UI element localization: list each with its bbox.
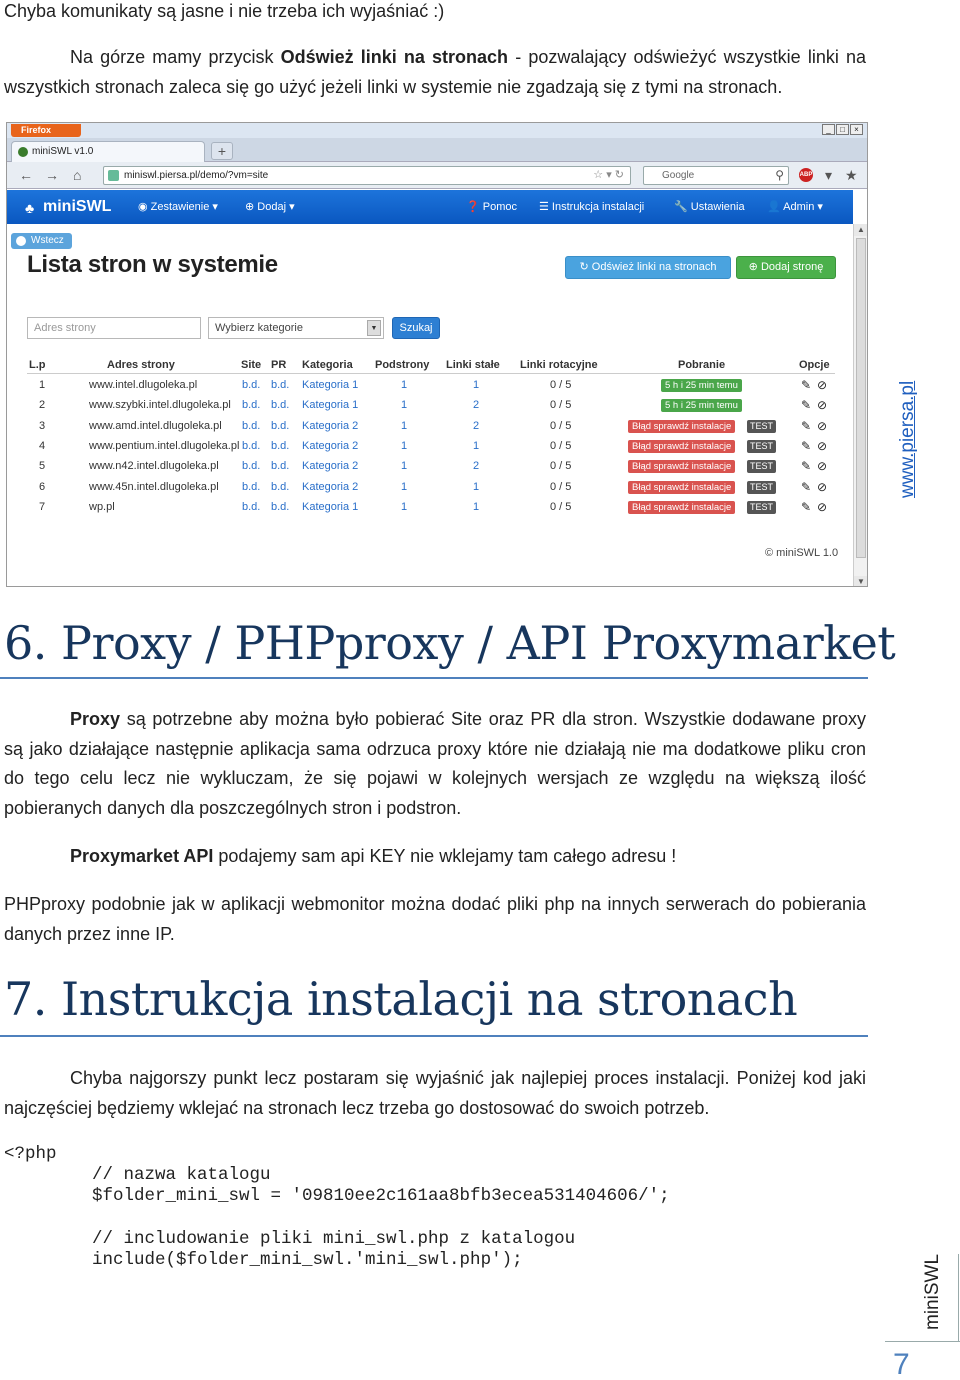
row-lp: 1 (39, 379, 46, 391)
row-kat[interactable]: Kategoria 1 (302, 379, 359, 391)
row-podstrony[interactable]: 1 (401, 480, 408, 493)
app-content (7, 224, 853, 587)
heading-rule (0, 677, 868, 679)
row-lp: 5 (39, 460, 46, 473)
browser-search-box[interactable]: Google ⚲ (643, 166, 789, 185)
bookmark-star-icon[interactable]: ☆ ▾ ↻ (593, 169, 624, 181)
edit-icon[interactable]: ✎ (801, 479, 812, 494)
row-kat[interactable]: Kategoria 1 (302, 399, 359, 412)
col-adres: Adres strony (107, 359, 175, 371)
row-pr[interactable]: b.d. (271, 500, 290, 513)
test-button[interactable]: TEST (747, 501, 776, 514)
row-adres: www.intel.dlugoleka.pl (89, 379, 198, 391)
chevron-down-icon: ▼ (367, 320, 381, 336)
bookmarks-icon[interactable]: ★ (845, 167, 858, 183)
download-status-badge: 5 h i 25 min temu (661, 399, 742, 412)
row-linki-rotacyjne: 0 / 5 (550, 399, 572, 412)
table-row (7, 456, 853, 476)
edit-icon[interactable]: ✎ (801, 459, 812, 474)
col-opcje: Opcje (799, 359, 830, 371)
section-7-heading: 7. Instrukcja instalacji na stronach (4, 972, 798, 1026)
delete-icon[interactable]: ⊘ (817, 398, 828, 413)
row-kat[interactable]: Kategoria 2 (302, 439, 359, 452)
row-linki-stale[interactable]: 1 (473, 480, 480, 493)
window-controls (822, 124, 863, 135)
firefox-menu-button[interactable]: Firefox (11, 124, 81, 137)
refresh-link-name: Odśwież linki na stronach (280, 47, 509, 67)
row-linki-rotacyjne: 0 / 5 (550, 460, 572, 473)
row-adres: www.amd.intel.dlugoleka.pl (89, 419, 222, 432)
test-button[interactable]: TEST (747, 420, 776, 433)
delete-icon[interactable]: ⊘ (817, 459, 828, 474)
row-kat[interactable]: Kategoria 2 (302, 460, 359, 473)
row-lp: 6 (39, 480, 46, 493)
nav-pomoc[interactable]: ❓ Pomoc (466, 201, 518, 213)
code-line: include($folder_mini_swl.'mini_swl.php'); (92, 1250, 523, 1270)
category-select[interactable]: Wybierz kategorie ▼ (208, 317, 384, 339)
phpproxy-paragraph: PHPproxy podobnie jak w aplikacji webmonitor można dodać pliki php na innych serwerach do pobierania danych przez inne IP. (4, 894, 866, 944)
row-linki-rotacyjne: 0 / 5 (550, 379, 572, 391)
menu-icon[interactable]: ▾ (825, 167, 833, 183)
download-status-badge: Błąd sprawdź instalacje (628, 481, 735, 494)
row-podstrony[interactable]: 1 (401, 419, 408, 432)
row-kat[interactable]: Kategoria 2 (302, 419, 359, 432)
browser-toolbar (7, 162, 867, 189)
new-tab-icon[interactable]: + (211, 142, 233, 160)
proxy-paragraph: Proxy są potrzebne aby można było pobierać Site oraz PR dla stron. Wszystkie dodawane proxy są jako działające następnie aplikacja sama odrzuca proxy które nie działają nie ma dodatkowe pliku cron do tego celu lecz nie wykluczam, że się pojawi w kolejnych wersjach ze względu na większą ilość pobieranych danych dla poszczególnych stron i podstron. (4, 709, 866, 818)
scroll-down-icon[interactable]: ▼ (854, 576, 868, 587)
table-row (7, 497, 853, 517)
row-site[interactable]: b.d. (242, 460, 261, 473)
row-pr[interactable]: b.d. (271, 480, 290, 493)
row-linki-stale[interactable]: 2 (473, 399, 480, 412)
row-pr[interactable]: b.d. (271, 460, 290, 473)
page-number: 7 (893, 1348, 910, 1380)
download-status-badge: Błąd sprawdź instalacje (628, 460, 735, 473)
row-linki-stale[interactable]: 1 (473, 379, 480, 391)
edit-icon[interactable]: ✎ (801, 418, 812, 433)
scrollbar[interactable] (853, 224, 868, 587)
download-status-badge: Błąd sprawdź instalacje (628, 420, 735, 433)
scrollbar-thumb[interactable] (856, 238, 866, 558)
table-row (7, 395, 853, 415)
row-linki-rotacyjne: 0 / 5 (550, 480, 572, 493)
side-brand: miniSWL (922, 1253, 943, 1330)
row-linki-stale[interactable]: 2 (473, 419, 480, 432)
test-button[interactable]: TEST (747, 481, 776, 494)
url-bar[interactable]: miniswl.piersa.pl/demo/?vm=site ☆ ▾ ↻ (103, 166, 631, 185)
forward-arrow-icon[interactable]: → (45, 167, 59, 183)
code-line: // includowanie pliki mini_swl.php z katalogou (92, 1229, 576, 1249)
table-header-divider (27, 373, 835, 374)
edit-icon[interactable]: ✎ (801, 398, 812, 413)
col-site: Site (241, 359, 262, 371)
row-pr[interactable]: b.d. (271, 379, 290, 391)
delete-icon[interactable]: ⊘ (817, 378, 828, 392)
row-site[interactable]: b.d. (242, 419, 261, 432)
page-title: Lista stron w systemie (27, 251, 278, 278)
table-row (7, 436, 853, 456)
table-row (7, 416, 853, 436)
test-button[interactable]: TEST (747, 440, 776, 453)
delete-icon[interactable]: ⊘ (817, 479, 828, 494)
col-linki-rotacyjne: Linki rotacyjne (520, 359, 598, 371)
footer-divider-horizontal (885, 1341, 960, 1342)
nav-zestawienie[interactable]: ◉ Zestawienie ▾ (138, 201, 218, 213)
download-status-badge: Błąd sprawdź instalacje (628, 501, 735, 514)
row-site[interactable]: b.d. (242, 480, 261, 493)
search-icon[interactable]: ⚲ (775, 168, 784, 182)
browser-tab[interactable]: miniSWL v1.0 (11, 141, 205, 162)
col-linki-stale: Linki stałe (446, 359, 500, 371)
row-lp: 2 (39, 399, 46, 412)
code-line: $folder_mini_swl = '09810ee2c161aa8bfb3ecea531404606/'; (92, 1186, 670, 1206)
app-footer: © miniSWL 1.0 (765, 547, 839, 559)
row-linki-stale[interactable]: 1 (473, 439, 480, 452)
nav-ustawienia[interactable]: 🔧 Ustawienia (674, 201, 745, 213)
minimize-icon[interactable]: _ (822, 124, 835, 135)
row-linki-rotacyjne: 0 / 5 (550, 500, 572, 513)
side-website-link[interactable]: www.piersa.pl (897, 380, 918, 498)
row-pr[interactable]: b.d. (271, 419, 290, 432)
delete-icon[interactable]: ⊘ (817, 438, 828, 453)
row-kat[interactable]: Kategoria 2 (302, 480, 359, 493)
heading-rule (0, 1035, 868, 1037)
col-podstrony: Podstrony (375, 359, 430, 371)
search-button[interactable]: Szukaj (392, 317, 440, 339)
test-button[interactable]: TEST (747, 460, 776, 473)
refresh-links-button[interactable]: ↻ Odśwież linki na stronach (565, 256, 731, 279)
col-kategoria: Kategoria (302, 359, 353, 371)
row-site[interactable]: b.d. (242, 439, 261, 452)
nav-instrukcja[interactable]: ☰ Instrukcja instalacji (539, 201, 645, 213)
row-pr[interactable]: b.d. (271, 399, 290, 412)
app-navbar (7, 190, 853, 224)
download-status-badge: Błąd sprawdź instalacje (628, 440, 735, 453)
app-brand[interactable]: ♣ miniSWL (25, 198, 112, 216)
row-site[interactable]: b.d. (242, 500, 261, 513)
adblock-icon[interactable]: ABP (799, 168, 813, 182)
row-podstrony[interactable]: 1 (401, 439, 408, 452)
row-adres: www.pentium.intel.dlugoleka.pl (89, 439, 240, 452)
add-site-button[interactable]: ⊕ Dodaj stronę (736, 256, 836, 279)
maximize-icon[interactable]: □ (836, 124, 849, 135)
delete-icon[interactable]: ⊘ (817, 418, 828, 433)
site-identity-icon (108, 170, 119, 181)
row-linki-stale[interactable]: 2 (473, 460, 480, 473)
back-button[interactable]: Wstecz (11, 233, 72, 249)
intro-paragraph: Na górze mamy przycisk Odśwież linki na stronach - pozwalający odświeżyć wszystkie linki na wszystkich stronach zaleca się go użyć jeżeli linki w systemie nie zgadzają się z tymi na stronach. (4, 47, 866, 97)
code-line: <?php (4, 1144, 57, 1164)
firefox-titlebar (7, 123, 867, 138)
edit-icon[interactable]: ✎ (801, 378, 812, 392)
site-address-input[interactable]: Adres strony (27, 317, 201, 339)
footer-divider-vertical (958, 1254, 959, 1342)
table-row (7, 477, 853, 497)
favicon-icon (18, 147, 28, 157)
code-line: // nazwa katalogu (92, 1165, 271, 1185)
row-podstrony[interactable]: 1 (401, 399, 408, 412)
install-paragraph: Chyba najgorszy punkt lecz postaram się wyjaśnić jak najlepiej proces instalacji. Poniżej kod jaki najczęściej będziemy wklejać na stronach lecz trzeba go dostosować do swoich potrzeb. (4, 1068, 866, 1118)
edit-icon[interactable]: ✎ (801, 499, 812, 514)
row-adres: www.n42.intel.dlugoleka.pl (89, 460, 219, 473)
back-arrow-icon[interactable]: ← (19, 167, 33, 183)
home-icon[interactable]: ⌂ (73, 167, 82, 183)
col-pr: PR (271, 359, 287, 371)
download-status-badge: 5 h i 25 min temu (661, 379, 742, 392)
app-screenshot (6, 122, 868, 587)
table-row (7, 375, 853, 395)
tab-bar (7, 138, 867, 162)
row-linki-stale[interactable]: 1 (473, 500, 480, 513)
row-podstrony[interactable]: 1 (401, 460, 408, 473)
row-adres: www.szybki.intel.dlugoleka.pl (89, 399, 231, 412)
row-lp: 4 (39, 439, 46, 452)
row-adres: www.45n.intel.dlugoleka.pl (89, 480, 219, 493)
nav-dodaj[interactable]: ⊕ Dodaj ▾ (245, 201, 295, 213)
row-site[interactable]: b.d. (242, 379, 261, 391)
row-linki-rotacyjne: 0 / 5 (550, 439, 572, 452)
row-site[interactable]: b.d. (242, 399, 261, 412)
delete-icon[interactable]: ⊘ (817, 499, 828, 514)
leaf-icon: ♣ (25, 200, 35, 216)
row-kat[interactable]: Kategoria 1 (302, 500, 359, 513)
close-icon[interactable]: × (850, 124, 863, 135)
row-adres: wp.pl (89, 500, 115, 513)
col-pobranie: Pobranie (678, 359, 726, 371)
col-lp: L.p (29, 359, 46, 371)
row-pr[interactable]: b.d. (271, 439, 290, 452)
row-linki-rotacyjne: 0 / 5 (550, 419, 572, 432)
row-podstrony[interactable]: 1 (401, 379, 408, 391)
proxymarket-paragraph: Proxymarket API podajemy sam api KEY nie wklejamy tam całego adresu ! (70, 846, 677, 866)
scroll-up-icon[interactable]: ▲ (854, 224, 868, 236)
section-6-heading: 6. Proxy / PHPproxy / API Proxymarket (4, 616, 896, 670)
row-podstrony[interactable]: 1 (401, 500, 408, 513)
edit-icon[interactable]: ✎ (801, 438, 812, 453)
nav-admin[interactable]: 👤 Admin ▾ (767, 201, 823, 213)
row-lp: 7 (39, 500, 46, 513)
intro-line: Chyba komunikaty są jasne i nie trzeba ich wyjaśniać :) (4, 1, 445, 21)
row-lp: 3 (39, 419, 46, 432)
